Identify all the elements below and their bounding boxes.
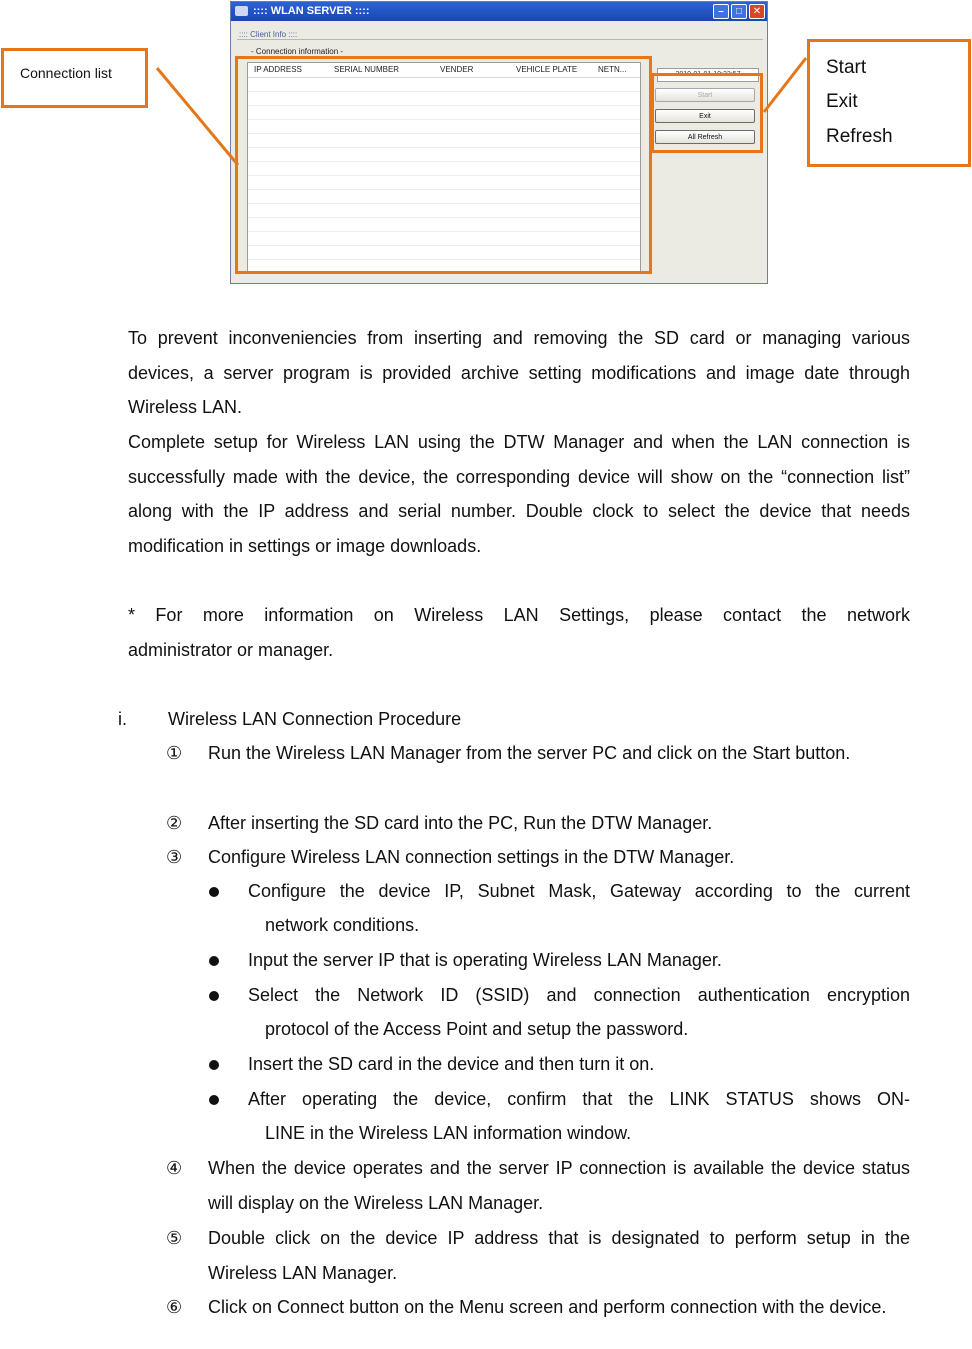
step-text: Run the Wireless LAN Manager from the server PC and click on the Start button. xyxy=(208,743,851,763)
column-header-ip[interactable]: IP ADDRESS xyxy=(254,65,302,74)
step-text: When the device operates and the server IP connection is available the device status will display on the Wireless LAN Manager. xyxy=(208,1158,910,1213)
step-number: ④ xyxy=(166,1158,183,1178)
bullet-text: Input the server IP that is operating Wireless LAN Manager. xyxy=(248,950,722,970)
bullet-icon xyxy=(209,1060,219,1070)
step-text: After inserting the SD card into the PC, Run the DTW Manager. xyxy=(208,813,713,833)
connection-info-label: - Connection information - xyxy=(251,47,344,56)
column-header-netn[interactable]: NETN... xyxy=(598,65,627,74)
section-title: Wireless LAN Connection Procedure xyxy=(168,709,462,729)
start-button[interactable]: Start xyxy=(655,88,755,102)
step-number: ⑥ xyxy=(166,1297,183,1317)
connection-list-callout xyxy=(1,48,148,108)
bullet-text-cont: network conditions. xyxy=(265,915,420,935)
column-header-vehicle-plate[interactable]: VEHICLE PLATE xyxy=(516,65,578,74)
window-title: :::: WLAN SERVER :::: xyxy=(253,5,370,17)
minimize-icon[interactable]: – xyxy=(713,4,729,19)
close-icon[interactable]: ✕ xyxy=(749,4,765,19)
bullet-text-cont: protocol of the Access Point and setup the password. xyxy=(265,1019,689,1039)
exit-button[interactable]: Exit xyxy=(655,109,755,123)
step-text: Click on Connect button on the Menu screen and perform connection with the device. xyxy=(208,1297,887,1317)
bullet-icon xyxy=(209,956,219,966)
bullet-text: Select the Network ID (SSID) and connection authentication encryption xyxy=(248,985,910,1005)
datetime-display: 2010-01-01 10:32:57 xyxy=(657,68,759,82)
setup-paragraph: Complete setup for Wireless LAN using the DTW Manager and when the LAN connection is successfully made with the device, the corresponding device will show on the “connection list” along with the IP address and serial number. Double clock to select the device that needs modification in settings or image downloads. xyxy=(128,432,910,556)
bullet-icon xyxy=(209,991,219,1001)
bullet-text: Configure the device IP, Subnet Mask, Gateway according to the current xyxy=(248,881,910,901)
client-info-label: :::: Client Info :::: xyxy=(239,30,298,39)
step-text: Double click on the device IP address that is designated to perform setup in the Wireless LAN Manager. xyxy=(208,1228,910,1283)
controls-callout xyxy=(807,39,971,167)
step-text: Configure Wireless LAN connection settings in the DTW Manager. xyxy=(208,847,735,867)
bullet-text: After operating the device, confirm that the LINK STATUS shows ON- xyxy=(248,1089,910,1109)
maximize-icon[interactable]: □ xyxy=(731,4,747,19)
intro-paragraph: To prevent inconveniencies from inserting and removing the SD card or managing various devices, a server program is provided archive setting modifications and image date through Wireless LAN. xyxy=(128,328,910,418)
callout-text: Connection list xyxy=(20,65,112,81)
note-line-2: administrator or manager. xyxy=(128,640,334,660)
note-line-1: * For more information on Wireless LAN Settings, please contact the network xyxy=(128,605,910,625)
column-header-vender[interactable]: VENDER xyxy=(440,65,474,74)
step-number: ② xyxy=(166,813,183,833)
connection-list-pointer xyxy=(157,68,238,165)
column-header-serial[interactable]: SERIAL NUMBER xyxy=(334,65,400,74)
bullet-icon xyxy=(209,1095,219,1105)
callout-refresh: Refresh xyxy=(826,126,893,147)
step-number: ⑤ xyxy=(166,1228,183,1248)
all-refresh-button[interactable]: All Refresh xyxy=(655,130,755,144)
section-number: i. xyxy=(118,709,127,729)
step-number: ③ xyxy=(166,847,183,867)
bullet-text: Insert the SD card in the device and then turn it on. xyxy=(248,1054,655,1074)
callout-exit: Exit xyxy=(826,91,858,112)
step-number: ① xyxy=(166,743,183,763)
bullet-text-cont: LINE in the Wireless LAN information window. xyxy=(265,1123,632,1143)
bullet-icon xyxy=(209,887,219,897)
callout-start: Start xyxy=(826,57,867,78)
controls-pointer xyxy=(764,58,806,112)
